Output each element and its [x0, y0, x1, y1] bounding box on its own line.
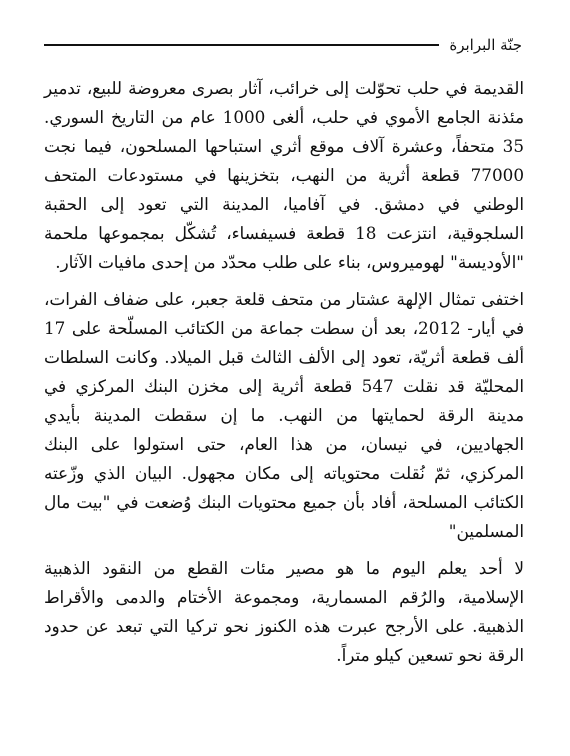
paragraph-3: لا أحد يعلم اليوم ما هو مصير مئات القطع من النقود الذهبية الإسلامية، والرُقم المسمارية، ومجموعة الأختام والدمى والأقراط الذهبية. على الأرجح عبرت هذه الكنوز نحو تركيا التي تبعد عن حدود الرقة نحو تسعين كيلو متراً. [44, 558, 524, 665]
header-rule [44, 44, 439, 46]
paragraph-2: اختفى تمثال الإلهة عشتار من متحف قلعة جعبر، على ضفاف الفرات، في أيار- 2012، بعد أن سطت جماعة من الكتائب المسلّحة على 17 ألف قطعة أثريّة، تعود إلى الألف الثالث قبل الميلاد. وكانت السلطات المحليّة قد نقلت 547 قطعة أثرية إلى مخزن البنك المركزي في مدينة الرقة لحمايتها من النهب. ما إن سقطت المدينة بأيدي الجهاديين، في نيسان، من هذا العام، حتى استولوا على البنك المركزي، ثمّ نُقلت محتوياته إلى مكان مجهول. البيان الذي وزّعته الكتائب المسلحة، أفاد بأن جميع محتويات البنك وُضعت في "بيت مال المسلمين" [44, 289, 524, 541]
body-text [44, 74, 524, 670]
running-header [44, 34, 522, 56]
paragraph-1: القديمة في حلب تحوّلت إلى خرائب، آثار بصرى معروضة للبيع، تدمير مئذنة الجامع الأموي في حلب، ألغى 1000 عام من التاريخ السوري. 35 متحفاً، وعشرة آلاف موقع أثري استباحها المسلحون، فيما نجت 77000 قطعة أثرية من النهب، بتخزينها في مستودعات المتحف الوطني في دمشق. في آفاميا، المدينة التي تعود إلى الحقبة السلجوقية، انتزعت 18 قطعة فسيفساء، تُشكّل بمجموعها ملحمة "الأوديسة" لهوميروس، بناء على طلب محدّد من إحدى مافيات الآثار. [44, 78, 524, 272]
running-title: جنّة البرابرة [449, 35, 522, 54]
